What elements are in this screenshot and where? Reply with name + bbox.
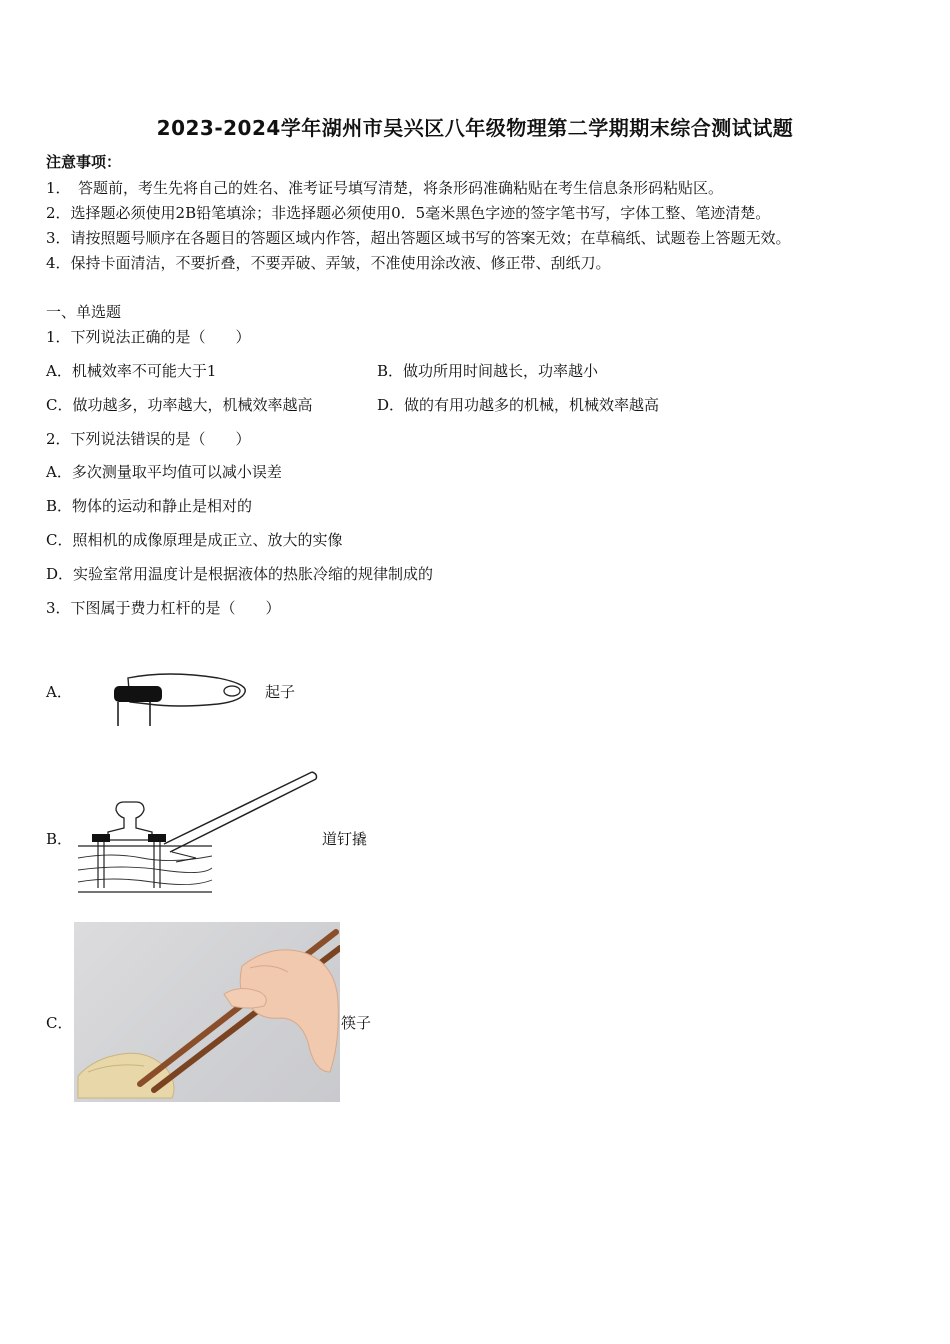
notice-item-2: 2．选择题必须使用2B铅笔填涂；非选择题必须使用0．5毫米黑色字迹的签字笔书写，字体工整、笔迹清楚。 (46, 204, 771, 222)
notice-item-1: 1． 答题前，考生先将自己的姓名、准考证号填写清楚，将条形码准确粘贴在考生信息条形码粘贴区。 (46, 179, 724, 197)
q1-option-c: C．做功越多，功率越大，机械效率越高 (46, 396, 313, 414)
q3-option-a-label: 起子 (265, 683, 296, 701)
q1-option-a: A．机械效率不可能大于1 (46, 362, 217, 380)
notice-item-3: 3．请按照题号顺序在各题目的答题区域内作答，超出答题区域书写的答案无效；在草稿纸、试题卷上答题无效。 (46, 229, 791, 247)
q2-stem: 2．下列说法错误的是（ ） (46, 430, 251, 448)
spike-lever-figure (72, 766, 318, 898)
q2-option-d: D．实验室常用温度计是根据液体的热胀冷缩的规律制成的 (46, 565, 434, 583)
q3-stem: 3．下图属于费力杠杆的是（ ） (46, 599, 281, 617)
chopsticks-photo (74, 922, 340, 1102)
bottle-opener-figure (108, 668, 253, 730)
notice-item-4: 4．保持卡面清洁，不要折叠，不要弄破、弄皱，不准使用涂改液、修正带、刮纸刀。 (46, 254, 611, 272)
q3-option-c-label: 筷子 (341, 1014, 372, 1032)
q3-option-c-letter: C． (46, 1014, 73, 1032)
q2-option-b: B．物体的运动和静止是相对的 (46, 497, 253, 515)
q1-option-d: D．做的有用功越多的机械，机械效率越高 (377, 396, 660, 414)
chopsticks-illustration (74, 922, 340, 1102)
q3-option-b-label: 道钉撬 (322, 830, 368, 848)
q1-option-b: B．做功所用时间越长，功率越小 (377, 362, 599, 380)
q3-option-a-letter: A． (46, 683, 72, 701)
page-title: 2023-2024学年湖州市吴兴区八年级物理第二学期期末综合测试试题 (156, 116, 794, 140)
q2-option-a: A．多次测量取平均值可以减小误差 (46, 463, 282, 481)
notice-heading: 注意事项： (46, 153, 122, 171)
q2-option-c: C．照相机的成像原理是成正立、放大的实像 (46, 531, 343, 549)
section-heading: 一、单选题 (46, 303, 122, 321)
q1-stem: 1．下列说法正确的是（ ） (46, 328, 251, 346)
q3-option-b-letter: B． (46, 830, 73, 848)
